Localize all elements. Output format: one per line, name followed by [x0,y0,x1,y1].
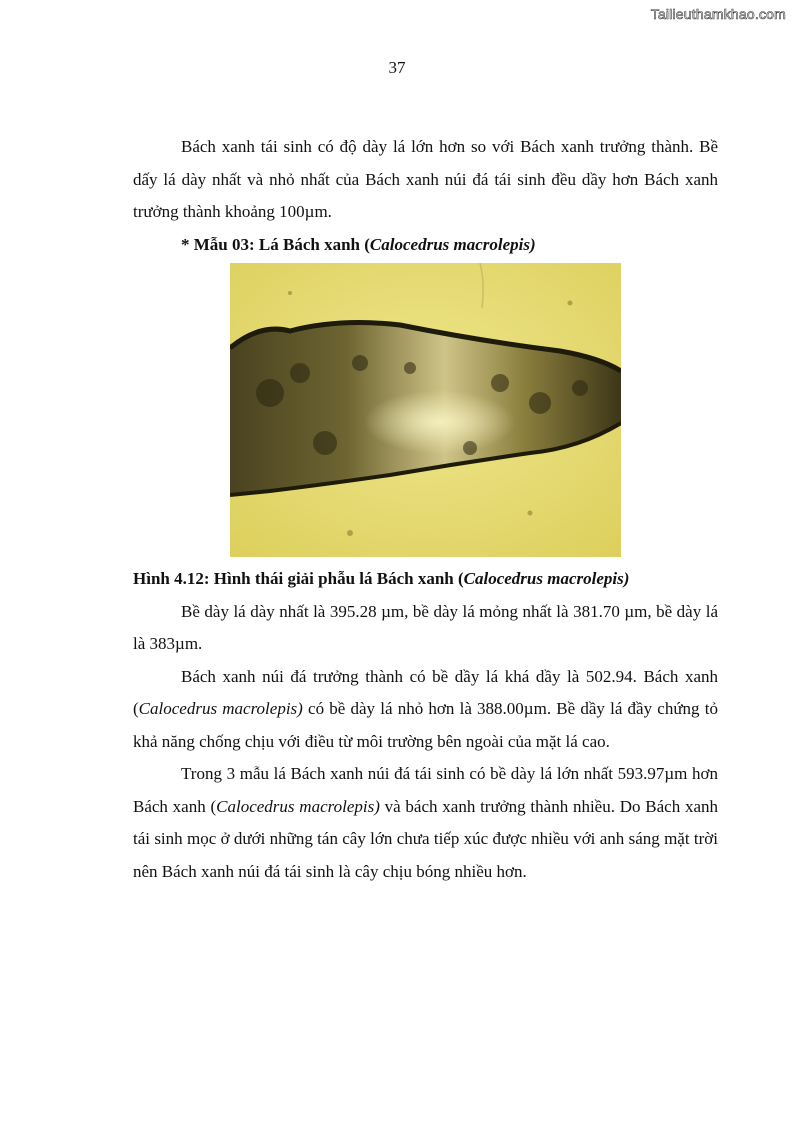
paragraph-4-after: và bách xanh trưởng thành nhiều. Do Bách xanh tái sinh mọc ở dưới những tán cây lớn chưa tiếp xúc được nhiều với anh sáng mặt trời nên Bách xanh núi đá tái sinh là cây chịu bóng nhiều hơn. [133,796,718,881]
microscope-leaf-cross-section-image [230,263,621,557]
paragraph-3-after: có bề dày lá nhỏ hơn là 388.00µm. Bề dầy lá đầy chứng tỏ khả năng chống chịu với điều từ môi trường bên ngoài của mặt lá cao. [133,699,718,751]
caption-prefix: Hình 4.12: Hình thái giải phẫu lá Bách xanh ( [133,569,464,588]
watermark: Tailieuthamkhao.com [650,6,786,22]
paragraph-4-before: Trong 3 mẫu lá Bách xanh núi đá tái sinh có bề dày lá lớn nhất 593.97µm hơn Bách xanh ( [133,764,718,816]
sample-heading-species: Calocedrus macrolepis) [369,234,536,254]
paragraph-2: Bề dày lá dày nhất là 395.28 µm, bề dày lá mỏng nhất là 381.70 µm, bề dày lá là 383µm. [133,601,718,653]
paragraph-3-species: Calocedrus macrolepis) [138,699,303,718]
paragraph-3 [133,661,718,759]
intro-paragraph: Bách xanh tái sinh có độ dày lá lớn hơn so với Bách xanh trưởng thành. Bề dấy lá dày nhất và nhỏ nhất của Bách xanh núi đá tái sinh đều dầy hơn Bách xanh trưởng thành khoảng 100µm. [133,137,718,221]
paragraph-4-species: Calocedrus macrolepis) [216,796,380,816]
sample-heading-prefix: * Mẫu 03: Lá Bách xanh ( [181,234,370,254]
caption-species: Calocedrus macrolepis) [463,569,630,588]
paragraph-3-before: Bách xanh núi đá trưởng thành có bề dầy lá khá dầy là 502.94. Bách xanh ( [133,666,718,718]
sample-heading [133,229,718,262]
paragraph-4 [133,758,718,888]
leaf-cross-section-picture [230,263,621,557]
page-number: 37 [388,58,406,77]
figure-caption [133,563,718,596]
document-body [133,131,718,888]
